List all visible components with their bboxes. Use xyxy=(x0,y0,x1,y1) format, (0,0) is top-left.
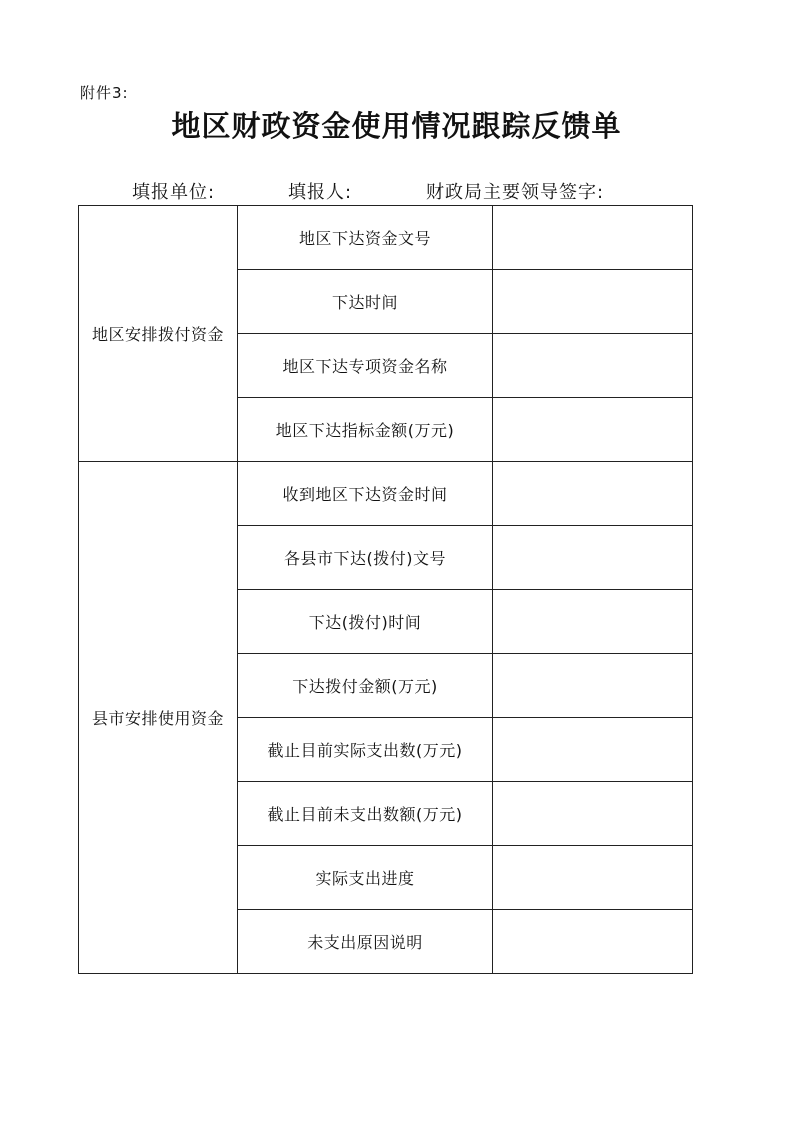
value-cell[interactable] xyxy=(493,718,693,782)
value-cell[interactable] xyxy=(493,910,693,974)
row-label: 实际支出进度 xyxy=(238,846,493,910)
group-label-county: 县市安排使用资金 xyxy=(79,462,238,974)
form-title: 地区财政资金使用情况跟踪反馈单 xyxy=(171,109,622,143)
row-label: 各县市下达(拨付)文号 xyxy=(238,526,493,590)
row-label: 地区下达专项资金名称 xyxy=(238,334,493,398)
reporter-label: 填报人: xyxy=(288,182,353,203)
value-cell[interactable] xyxy=(493,846,693,910)
row-label: 截止目前未支出数额(万元) xyxy=(238,782,493,846)
attachment-label: 附件3: xyxy=(80,84,129,102)
value-cell[interactable] xyxy=(493,270,693,334)
value-cell[interactable] xyxy=(493,590,693,654)
group-label-district: 地区安排拨付资金 xyxy=(79,206,238,462)
table-row xyxy=(79,206,693,270)
value-cell[interactable] xyxy=(493,526,693,590)
value-cell[interactable] xyxy=(493,462,693,526)
reporting-unit-label: 填报单位: xyxy=(132,182,216,203)
row-label: 下达时间 xyxy=(238,270,493,334)
row-label: 地区下达资金文号 xyxy=(238,206,493,270)
value-cell[interactable] xyxy=(493,206,693,270)
row-label: 收到地区下达资金时间 xyxy=(238,462,493,526)
value-cell[interactable] xyxy=(493,398,693,462)
value-cell[interactable] xyxy=(493,334,693,398)
value-cell[interactable] xyxy=(493,654,693,718)
row-label: 未支出原因说明 xyxy=(238,910,493,974)
value-cell[interactable] xyxy=(493,782,693,846)
row-label: 截止目前实际支出数(万元) xyxy=(238,718,493,782)
row-label: 下达拨付金额(万元) xyxy=(238,654,493,718)
feedback-table xyxy=(78,205,693,974)
leader-signature-label: 财政局主要领导签字: xyxy=(426,182,605,203)
row-label: 地区下达指标金额(万元) xyxy=(238,398,493,462)
row-label: 下达(拨付)时间 xyxy=(238,590,493,654)
table-row xyxy=(79,462,693,526)
